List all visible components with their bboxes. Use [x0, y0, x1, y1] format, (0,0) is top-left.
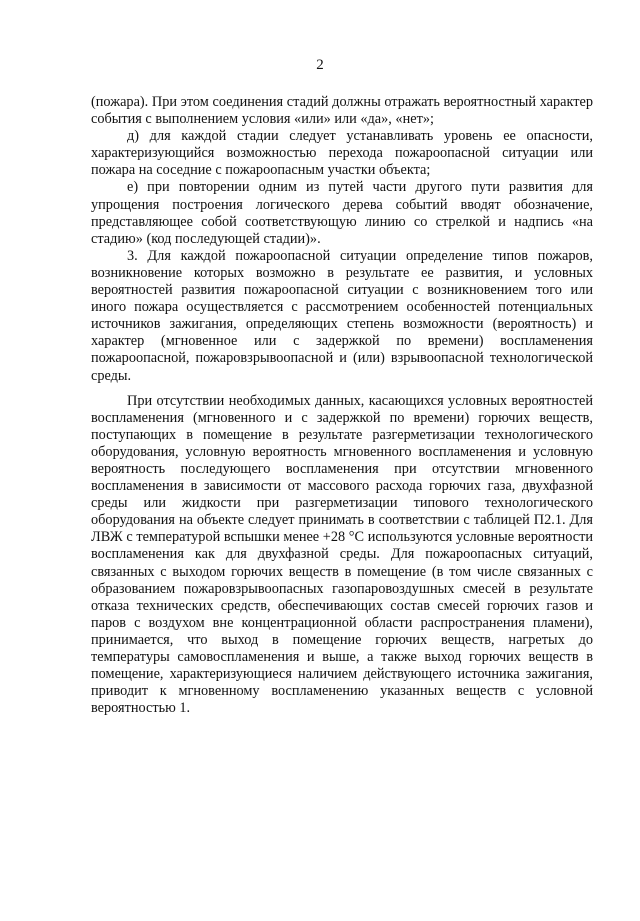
- paragraph-section-3: 3. Для каждой пожароопасной ситуации определение типов пожаров, возникновение которых возможно в результате ее развития, и условных вероятностей развития пожароопасной ситуации с возникновением того или иного пожара осуществляется с рассмотрением особенностей потенциальных источников зажигания, определяющих степень возможности (вероятность) и характер (мгновенное или с задержкой по времени) воспламенения пожароопасной, пожаровзрывоопасной и (или) взрывоопасной технологической среды.: [91, 247, 593, 384]
- paragraph-item-d: д) для каждой стадии следует устанавливать уровень ее опасности, характеризующийся возможностью перехода пожароопасной ситуации или пожара на соседние с пожароопасным участки объекта;: [91, 128, 593, 179]
- paragraph-ignition-probability: При отсутствии необходимых данных, касающихся условных вероятностей воспламенения (мгновенного и с задержкой по времени) горючих веществ, поступающих в помещение в результате разгерметизации технологического оборудования, условную вероятность мгновенного воспламенения и условную вероятность последующего воспламенения при отсутствии мгновенного воспламенения в зависимости от массового расхода горючих газа, двухфазной среды или жидкости при разгерметизации типового технологического оборудования на объекте следует принимать в соответствии с таблицей П2.1. Для ЛВЖ с температурой вспышки менее +28 °С используются условные вероятности воспламенения как для двухфазной среды. Для пожароопасных ситуаций, связанных с выходом горючих веществ в помещение (в том числе связанных с образованием пожаровзрывоопасных газопаровоздушных смесей в результате отказа технических средств, обеспечивающих состав смесей горючих газов и паров с воздухом вне концентрационной области распространения пламени), принимается, что выход в помещение горючих веществ, нагретых до температуры самовоспламенения и выше, а также выход горючих веществ в помещение, характеризующиеся наличием действующего источника зажигания, приводит к мгновенному воспламенению указанных веществ с условной вероятностью 1.: [91, 392, 593, 717]
- paragraph-item-e: е) при повторении одним из путей части другого пути развития для упрощения построения логического дерева событий вводят обозначение, представляющее собой соответствующую линию со стрелкой и надпись «на стадию» (код последующей стадии)».: [91, 179, 593, 247]
- page-number: 2: [316, 57, 324, 73]
- document-body: [91, 94, 593, 717]
- paragraph-continuation: (пожара). При этом соединения стадий должны отражать вероятностный характер события с выполнением условия «или» или «да», «нет»;: [91, 94, 593, 128]
